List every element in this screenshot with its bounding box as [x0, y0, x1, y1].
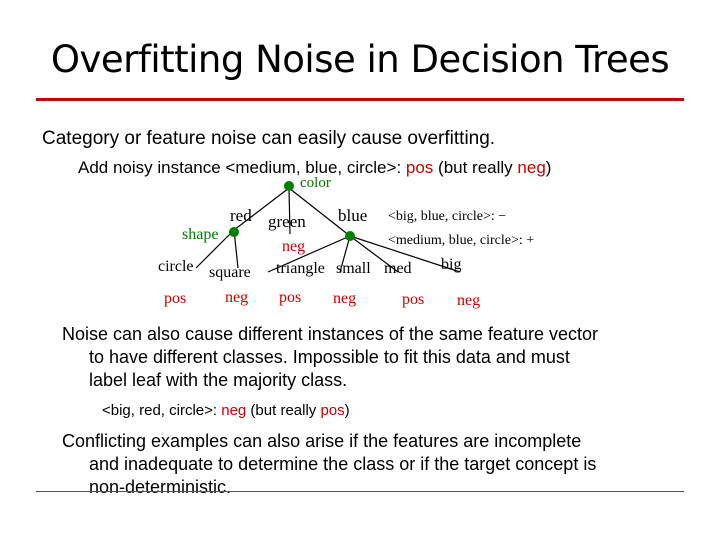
edge-label-blue: blue — [338, 206, 368, 225]
leaf-circle-pos: pos — [164, 290, 187, 307]
green-leaf-label: neg — [282, 238, 306, 255]
edge-label-red: red — [230, 206, 252, 225]
bullet-category-noise: Category or feature noise can easily cause overfitting. — [42, 128, 496, 149]
leaf-square-neg: neg — [225, 289, 249, 306]
bullet-feature-vector-noise — [62, 323, 598, 392]
noisy-instance-middle: (but really — [433, 158, 518, 177]
footer-divider — [36, 491, 684, 492]
edge-label-circle: circle — [158, 258, 194, 275]
bullet-conflicting-examples — [62, 430, 596, 499]
color-node — [284, 181, 294, 191]
edge-label-triangle: triangle — [276, 260, 325, 277]
big-red-circle-label: neg — [221, 402, 247, 419]
edge-label-green: green — [268, 212, 306, 231]
example-big-blue-circle: <big, blue, circle>: − — [388, 209, 507, 224]
shape-node — [229, 227, 239, 237]
shape-node-label: shape — [182, 226, 219, 243]
noisy-instance-real: neg — [517, 158, 546, 177]
big-red-circle-text: <big, red, circle>: — [102, 402, 222, 419]
edge-label-small: small — [336, 260, 371, 277]
bullet2-line: label leaf with the majority class. — [89, 370, 348, 390]
noisy-instance-label: pos — [405, 158, 434, 177]
big-red-circle-middle: (but really — [246, 402, 321, 419]
bullet3-line: Conflicting examples can also arise if the features are incomplete — [62, 431, 582, 451]
big-red-circle-real: pos — [320, 402, 345, 419]
leaf-small-neg: neg — [333, 290, 357, 307]
edge-label-big: big — [441, 256, 462, 273]
leaf-triangle-pos: pos — [279, 289, 302, 306]
bullet3-line: and inadequate to determine the class or if the target concept is — [89, 454, 597, 474]
leaf-big-neg: neg — [457, 292, 481, 309]
noisy-instance-text: Add noisy instance <medium, blue, circle>: — [78, 158, 406, 177]
slide-title: Overfitting Noise in Decision Trees — [50, 38, 670, 81]
blue-shape-node — [345, 231, 355, 241]
noisy-instance-suffix: ) — [545, 158, 552, 177]
bullet2-line: Noise can also cause different instances of the same feature vector — [62, 324, 598, 344]
root-node-label: color — [300, 175, 331, 191]
big-red-circle-suffix: ) — [344, 402, 350, 419]
sub-bullet-big-red-circle — [102, 402, 350, 419]
example-medium-blue-circle: <medium, blue, circle>: + — [388, 233, 535, 248]
bullet3-line: non-deterministic. — [89, 477, 232, 497]
edge-label-med: med — [384, 260, 412, 277]
leaf-med-pos: pos — [402, 291, 425, 308]
bullet2-line: to have different classes. Impossible to fit this data and must — [89, 347, 570, 367]
edge-label-square: square — [209, 264, 251, 281]
